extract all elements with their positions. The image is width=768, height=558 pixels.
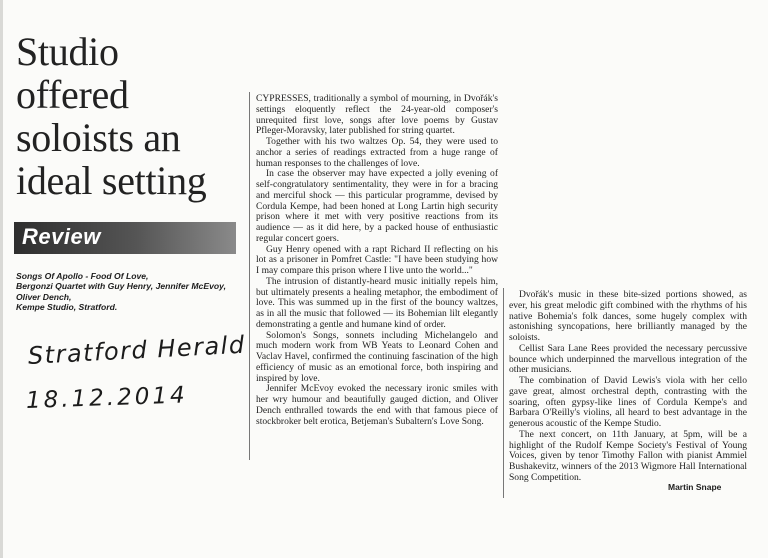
review-label: Review [22, 224, 101, 249]
review-banner [14, 222, 236, 254]
column-divider-left [249, 92, 250, 460]
paragraph: Together with his two waltzes Op. 54, they were used to anchor a series of readings extracted from a huge range of human responses to the challenges of love. [256, 136, 498, 169]
paragraph: CYPRESSES, traditionally a symbol of mourning, in Dvořák's settings eloquently reflect the 24-year-old composer's unrequited first love, songs after love poems by Gustav Pfleger-Moravsky, later published for string quartet. [256, 93, 498, 137]
paragraph: In case the observer may have expected a jolly evening of self-congratulatory sentimentality, they were in for a bracing and merciful shock — this particular programme, devised by Cordula Kempe, had been honed at Long Lartin high security prison where it met with very positive reactions from its audience — as it did here, by a packed house of enthusiastic regular concert goers. [256, 168, 498, 244]
paragraph: Solomon's Songs, sonnets including Michelangelo and much modern work from WB Yeats to Leonard Cohen and Vaclav Havel, confirmed the continuing fascination of the high efficiency of music as an emotional force, both inspiring and inspired by love. [256, 329, 498, 384]
paragraph: Cellist Sara Lane Rees provided the necessary percussive bounce which underpinned the marvellous integration of the other musicians. [509, 342, 747, 376]
credit-line: Songs Of Apollo - Food Of Love, [16, 271, 149, 281]
paragraph: The next concert, on 11th January, at 5pm, will be a highlight of the Rudolf Kempe Society's Festival of Young Voices, given by tenor Timothy Fallon with pianist Ammiel Bushakevitz, winners of the 2013 Wigmore Hall International Song Competition. [509, 428, 747, 483]
article-column-1 [256, 94, 498, 427]
article-column-2 [509, 290, 747, 484]
paragraph: Dvořák's music in these bite-sized portions showed, as ever, his great melodic gift combined with the rhythms of his native Bohemia's folk dances, some hugely complex with astonishing syncopations, here brilliantly managed by the soloists. [509, 289, 747, 343]
handwritten-source: Stratford Herald [27, 330, 247, 370]
paragraph: The intrusion of distantly-heard music initially repels him, but ultimately presents a healing metaphor, the embodiment of love. This was summed up in the first of the bouncy waltzes, as in all the music that followed — its Bohemian lilt elegantly demonstrating a gentle and humane kind of order. [256, 275, 498, 330]
column-divider-right [503, 288, 504, 498]
paragraph: Jennifer McEvoy evoked the necessary ironic smiles with her wry humour and beautifully gauged diction, and Oliver Dench enthralled towards the end with that famous piece of stockbroker belt erotica, Betjeman's Subaltern's Love Song. [256, 383, 498, 427]
credit-line: Bergonzi Quartet with Guy Henry, Jennifer McEvoy, [16, 281, 226, 292]
credit-line: Kempe Studio, Stratford. [16, 302, 118, 313]
handwritten-date: 18.12.2014 [25, 382, 189, 414]
author-byline: Martin Snape [668, 482, 722, 492]
performance-credits [16, 271, 248, 313]
credit-line: Oliver Dench, [16, 291, 72, 302]
paragraph: The combination of David Lewis's viola with her cello gave great, almost orchestral depth, contrasting with the soaring, often gypsy-like lines of Cordula Kempe's and Barbara O'Reilly's violins, all heard to best advantage in the generous acoustic of the Kempe Studio. [509, 375, 747, 429]
article-headline: Studio offered soloists an ideal setting [16, 29, 207, 203]
paragraph: Guy Henry opened with a rapt Richard II reflecting on his lot as a prisoner in Pomfret Castle: "I have been studying how I may compare this prison where I live unto the world..." [256, 243, 498, 276]
